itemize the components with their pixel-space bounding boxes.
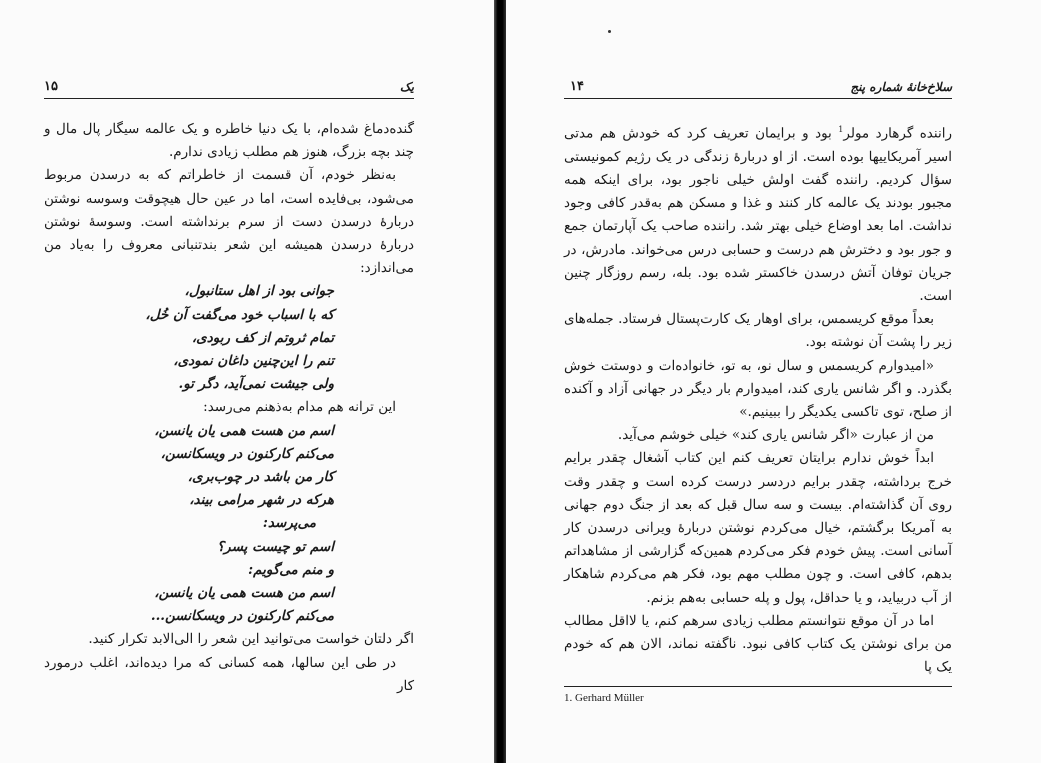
- verse-line: هرکه در شهر مرامی بیند،: [189, 492, 334, 509]
- verse-line: اسم تو چیست پسر؟: [216, 538, 334, 555]
- running-head: سلاخ‌خانهٔ شماره پنج: [850, 80, 952, 94]
- paragraph: «امیدوارم کریسمس و سال نو، به تو، خانواده‌ات و دوستت خوش بگذرد. و اگر شانس یاری کند، امیدوارم بار دیگر در جهانی آزاد و آکنده از صلح، توی تاکسی یکدیگر را ببینیم.»: [564, 357, 952, 420]
- paragraph: بعداً موقع کریسمس، برای اوهار یک کارت‌پستال فرستاد. جمله‌های زیر را پشت آن نوشته بود.: [564, 311, 952, 351]
- paragraph: من از عبارت «اگر شانس یاری کند» خیلی خوشم می‌آید.: [617, 427, 934, 444]
- paragraph: گنده‌دماغ شده‌ام، با یک دنیا خاطره و یک عالمه سیگار پال مال و چند بچه بزرگ، هنوز هم مطلب زیادی ندارم.: [44, 121, 414, 161]
- right-page-header: [564, 78, 952, 96]
- footnote: 1. Gerhard Müller: [564, 692, 644, 704]
- paragraph: ابداً خوش ندارم برایتان تعریف کنم این کتاب آشغال چقدر برایم خرج برداشته، چقدر برایم دردسر درست کرده است و چقدر وقت روی آن گذاشته‌ام. بیست و سه سال قبل که بعد از جنگ دوم جهانی به آمریکا برگشتم، خیال می‌کردم نوشتن دربارهٔ ویرانی درسدن کار آسانی است. پیش خودم فکر می‌کردم همین‌که گزارشی از مشاهداتم بدهم، کافی است. و چون مطلب مهم بود، فکر هم می‌کردم شاهکار از آب دربیاید، و یا حداقل، پول و پله حسابی به‌هم بزنم.: [564, 450, 952, 606]
- left-page: [0, 0, 494, 763]
- verse-line: اسم من هست همی یان یانسن،: [154, 422, 334, 439]
- right-page-body: [564, 118, 952, 679]
- verse-line: می‌کنم کارکنون در ویسکانسن...: [150, 608, 334, 625]
- book-spine: [494, 0, 506, 763]
- footnote-marker: 1: [838, 125, 844, 134]
- paragraph: اگر دلتان خواست می‌توانید این شعر را الی‌الابد تکرار کنید.: [88, 631, 414, 648]
- verse-line: اسم من هست همی یان یانسن،: [154, 585, 334, 602]
- paragraph: [564, 118, 952, 308]
- footnote-rule: [564, 686, 952, 687]
- verse-line: ولی جیشت نمی‌آید، دگر تو.: [178, 376, 334, 393]
- verse-line: تنم را این‌چنین داغان نمودی،: [173, 353, 334, 370]
- verse-line: جوانی بود از اهل ستانبول،: [184, 283, 334, 300]
- header-rule: [44, 98, 414, 99]
- verse-line: می‌کنم کارکنون در ویسکانسن،: [160, 445, 334, 462]
- verse-line: تمام ثروتم از کف ربودی،: [191, 329, 334, 346]
- paragraph: در طی این سالها، همه کسانی که مرا دیده‌اند، اغلب درمورد کار: [44, 654, 414, 694]
- header-rule: [564, 98, 952, 99]
- paragraph-text: راننده گرهارد مولر: [843, 125, 952, 142]
- paragraph: به‌نظر خودم، آن قسمت از خاطراتم که به درسدن مربوط می‌شود، بی‌فایده است، اما در عین حال هیچوقت وسوسه نوشتن دربارهٔ درسدن دست از سرم برنداشته است. وسوسهٔ نوشتن دربارهٔ درسدن همیشه این شعر بندتنبانی معروف را به‌یاد من می‌اندازد:: [44, 167, 414, 277]
- paragraph-text: بود و برایمان تعریف کرد که خودش هم مدتی اسیر آمریکاییها بوده است. از او دربارهٔ زندگی در یک رژیم کمونیستی سؤال کردیم. راننده گفت اولش خیلی ناجور بود، برای اینکه همه مجبور بودند یک عالمه کار کنند و غذا و مسکن هم به‌قدر کافی وجود نداشت. اما بعد اوضاع خیلی بهتر شد. راننده صاحب یک آپارتمان جمع و جور بود و دخترش هم درست و حسابی درس می‌خواند. مادرش، در جریان توفان آتش درسدن خاکستر شده بود. بله، رسم روزگار چنین است.: [564, 125, 952, 304]
- paragraph: اما در آن موقع نتوانستم مطلب زیادی سرهم کنم، یا لااقل مطالب من برای نوشتن یک کتاب کافی نبود. ناگفته نماند، الان هم که خودم یک پا: [564, 612, 952, 676]
- speck: [608, 30, 611, 33]
- left-page-header: [44, 78, 414, 96]
- right-page: [506, 0, 1041, 763]
- page-number: ۱۴: [570, 79, 584, 94]
- page-number: ۱۵: [44, 79, 58, 94]
- verse-line: که با اسباب خود می‌گفت آن خُل،: [145, 306, 334, 323]
- verse-line: کار من باشد در چوب‌بری،: [187, 469, 334, 486]
- left-page-body: [44, 118, 414, 698]
- verse-line: می‌پرسد:: [262, 515, 316, 532]
- paragraph: این ترانه هم مدام به‌ذهنم می‌رسد:: [203, 399, 396, 416]
- verse-line: و منم می‌گویم:: [248, 561, 334, 578]
- running-head: یک: [399, 80, 414, 94]
